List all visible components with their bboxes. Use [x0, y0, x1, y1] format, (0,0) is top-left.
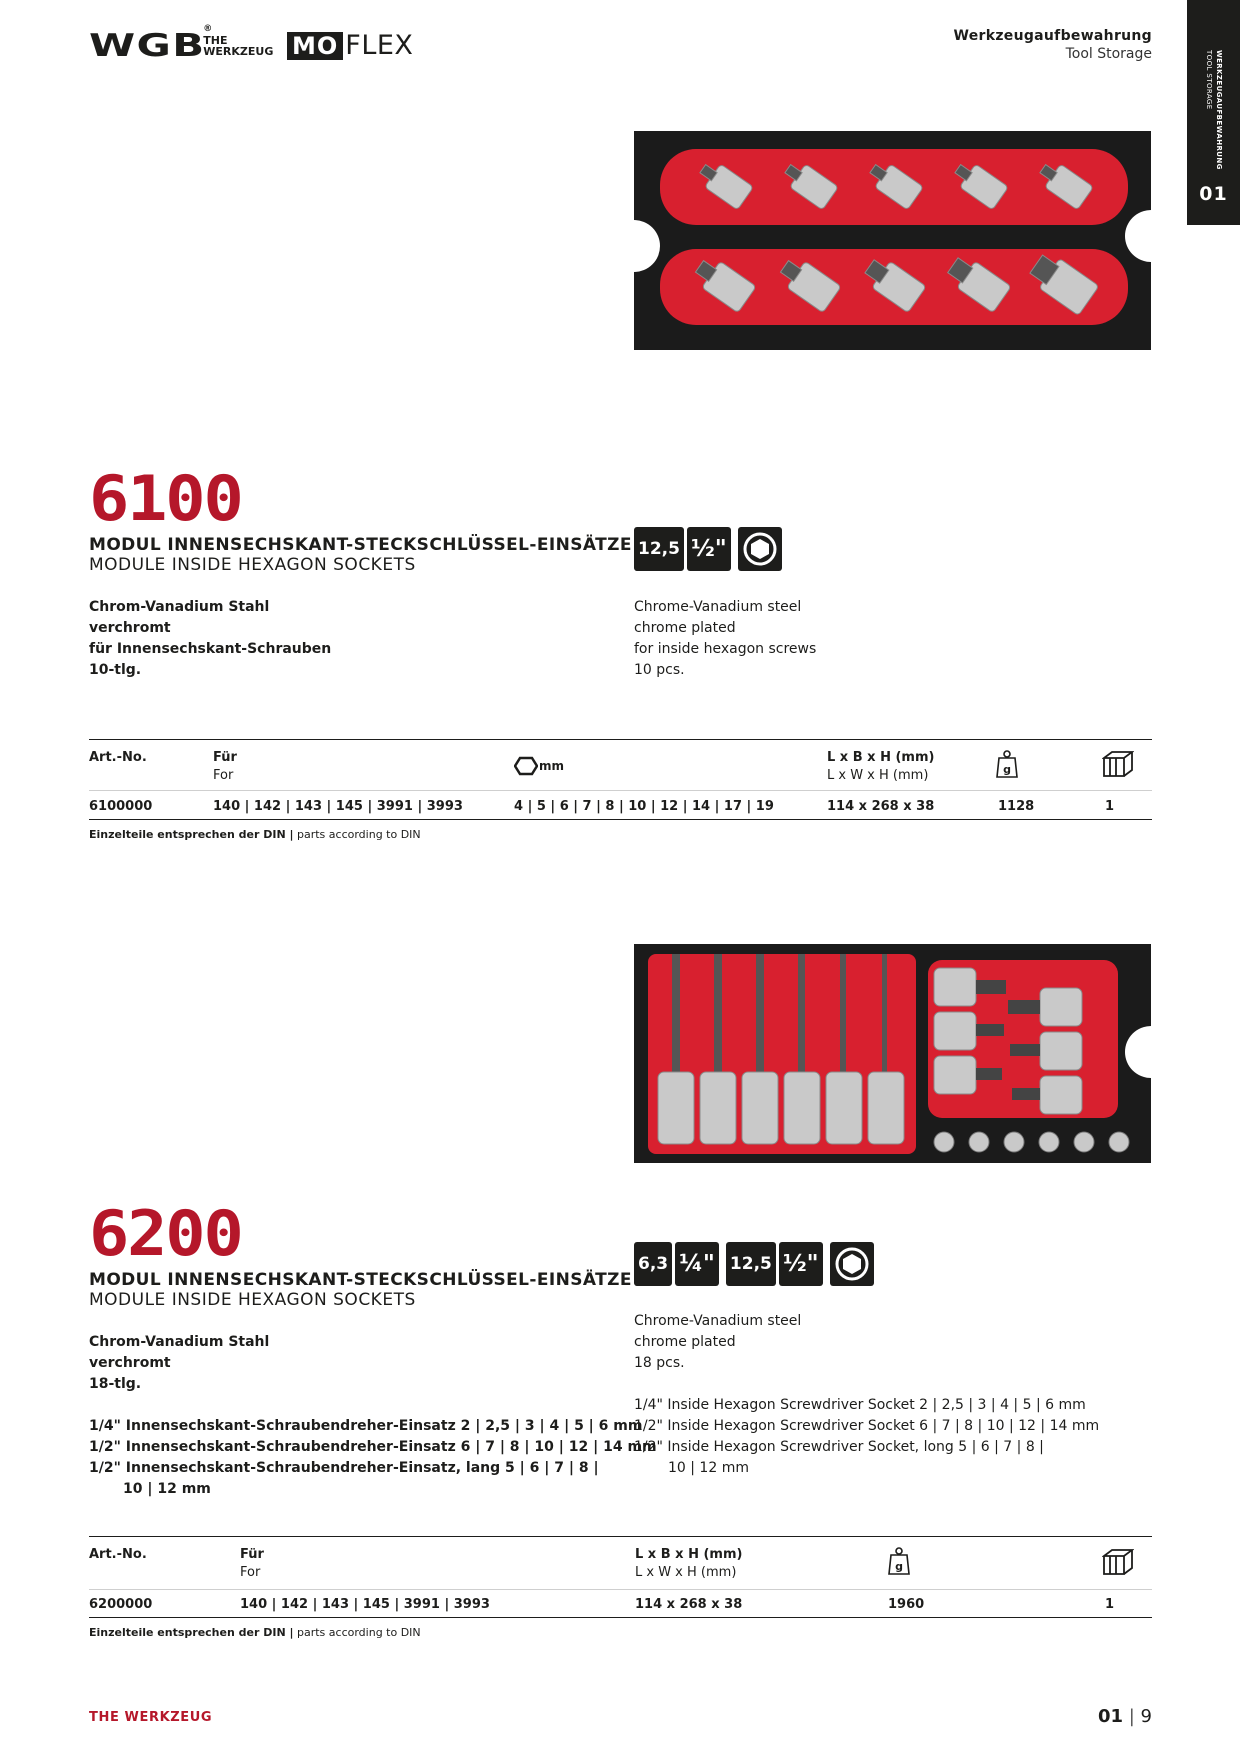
drive-size-badge: ½" [779, 1242, 823, 1286]
side-tab-label [1201, 50, 1231, 170]
description-line: for inside hexagon screws [634, 641, 817, 657]
cell-for: 140 | 142 | 143 | 145 | 3991 | 3993 [240, 1597, 490, 1612]
description-line: 1/2" Inside Hexagon Screwdriver Socket 6 | 7 | 8 | 10 | 12 | 14 mm [634, 1418, 1100, 1434]
col-header-dimensions: L x B x H (mm) L x W x H (mm) [635, 1547, 743, 1580]
product-6100-illustration [634, 131, 1151, 350]
footer-brand: THE WERKZEUG [89, 1710, 213, 1725]
table-bottom-rule [89, 1617, 1152, 1618]
cell-weight: 1960 [888, 1597, 925, 1612]
description-de [89, 597, 331, 681]
description-line: 1/2" Inside Hexagon Screwdriver Socket, long 5 | 6 | 7 | 8 | [634, 1439, 1044, 1455]
description-line: chrome plated [634, 620, 736, 636]
product-number: 6200 [89, 1197, 242, 1270]
description-line: Chrome-Vanadium steel [634, 599, 802, 615]
wgb-sub-line2: WERKZEUG [203, 45, 274, 58]
wgb-logo-subtitle [203, 24, 274, 58]
description-line: 10 | 12 mm [668, 1460, 749, 1476]
description-de [89, 1332, 657, 1500]
moflex-logo-mo: MO [287, 32, 343, 60]
description-line: verchromt [89, 620, 171, 636]
description-line: 18 pcs. [634, 1355, 685, 1371]
package-quantity-icon [1102, 1548, 1134, 1580]
side-tab-label-de: WERKZEUGAUFBEWAHRUNG [1215, 50, 1223, 170]
drive-size-badges [634, 527, 782, 571]
product-title-de: MODUL INNENSECHSKANT-STECKSCHLÜSSEL-EINSÄTZE [89, 535, 632, 555]
cell-art-no: 6200000 [89, 1597, 153, 1612]
description-line: chrome plated [634, 1334, 736, 1350]
weight-unit: g [1003, 763, 1011, 776]
hexagon-socket-icon [738, 527, 782, 571]
din-note: Einzelteile entsprechen der DIN | parts according to DIN [89, 828, 421, 841]
product-6200-illustration [634, 944, 1151, 1163]
description-line: verchromt [89, 1355, 171, 1371]
table-top-rule [89, 739, 1152, 740]
header-title-en: Tool Storage [1065, 46, 1152, 62]
cell-quantity: 1 [1105, 799, 1115, 814]
chapter-side-tab[interactable] [1187, 0, 1240, 225]
col-header-art-no: Art.-No. [89, 750, 147, 765]
drive-size-badge: 12,5 [726, 1242, 776, 1286]
description-line: Chrome-Vanadium steel [634, 1313, 802, 1329]
weight-icon [996, 749, 1018, 783]
header-title-de: Werkzeugaufbewahrung [953, 28, 1152, 44]
cell-sizes: 4 | 5 | 6 | 7 | 8 | 10 | 12 | 14 | 17 | 19 [514, 799, 774, 814]
wgb-logo [89, 24, 274, 64]
weight-unit: g [895, 1560, 903, 1573]
drive-size-badge: 6,3 [634, 1242, 672, 1286]
drive-size-badge: ¼" [675, 1242, 719, 1286]
weight-icon [888, 1546, 910, 1580]
cell-quantity: 1 [1105, 1597, 1115, 1612]
product-number: 6100 [89, 462, 242, 535]
cell-dimensions: 114 x 268 x 38 [635, 1597, 743, 1612]
moflex-logo-flex: FLEX [345, 30, 414, 61]
table-divider [89, 790, 1152, 791]
product-title-en: MODULE INSIDE HEXAGON SOCKETS [89, 555, 416, 575]
description-line: 1/2" Innensechskant-Schraubendreher-Einsatz, lang 5 | 6 | 7 | 8 | [89, 1460, 599, 1476]
moflex-logo [287, 30, 413, 62]
description-line: 1/4" Innensechskant-Schraubendreher-Einsatz 2 | 2,5 | 3 | 4 | 5 | 6 mm [89, 1418, 643, 1434]
hexagon-socket-icon [830, 1242, 874, 1286]
din-note: Einzelteile entsprechen der DIN | parts according to DIN [89, 1626, 421, 1639]
description-line: Chrom-Vanadium Stahl [89, 1334, 270, 1350]
wgb-logo-word: WGB [89, 27, 206, 64]
description-line: 10 | 12 mm [123, 1481, 211, 1497]
hex-key-size-icon [514, 756, 538, 776]
drive-size-badge: ½" [687, 527, 731, 571]
description-line: für Innensechskant-Schrauben [89, 641, 332, 657]
product-6100-photo [634, 131, 1151, 350]
description-line: 1/4" Inside Hexagon Screwdriver Socket 2 | 2,5 | 3 | 4 | 5 | 6 mm [634, 1397, 1086, 1413]
product-6200-photo [634, 944, 1151, 1163]
product-title-de: MODUL INNENSECHSKANT-STECKSCHLÜSSEL-EINSÄTZE [89, 1270, 632, 1290]
description-line: 10 pcs. [634, 662, 685, 678]
col-header-dimensions: L x B x H (mm) L x W x H (mm) [827, 750, 935, 783]
cell-dimensions: 114 x 268 x 38 [827, 799, 935, 814]
drive-size-badges [634, 1242, 874, 1286]
page-number: 01 | 9 [1097, 1706, 1152, 1727]
drive-size-badge: 12,5 [634, 527, 684, 571]
side-tab-chapter: 01 [1199, 183, 1228, 205]
table-bottom-rule [89, 819, 1152, 820]
description-line: 1/2" Innensechskant-Schraubendreher-Einsatz 6 | 7 | 8 | 10 | 12 | 14 mm [89, 1439, 657, 1455]
description-line: Chrom-Vanadium Stahl [89, 599, 270, 615]
cell-art-no: 6100000 [89, 799, 153, 814]
col-header-art-no: Art.-No. [89, 1547, 147, 1562]
description-line: 10-tlg. [89, 662, 142, 678]
product-title-en: MODULE INSIDE HEXAGON SOCKETS [89, 1290, 416, 1310]
col-header-for: Für For [240, 1547, 264, 1580]
cell-weight: 1128 [998, 799, 1035, 814]
table-divider [89, 1589, 1152, 1590]
table-top-rule [89, 1536, 1152, 1537]
col-header-for: Für For [213, 750, 237, 783]
registered-mark: ® [203, 24, 213, 34]
description-en [634, 597, 816, 681]
description-en [634, 1311, 1099, 1479]
wgb-sub-line1: THE [203, 34, 228, 47]
package-quantity-icon [1102, 750, 1134, 782]
col-header-size: mm [514, 756, 564, 776]
description-line: 18-tlg. [89, 1376, 142, 1392]
cell-for: 140 | 142 | 143 | 145 | 3991 | 3993 [213, 799, 463, 814]
side-tab-label-en: TOOL STORAGE [1205, 50, 1213, 110]
